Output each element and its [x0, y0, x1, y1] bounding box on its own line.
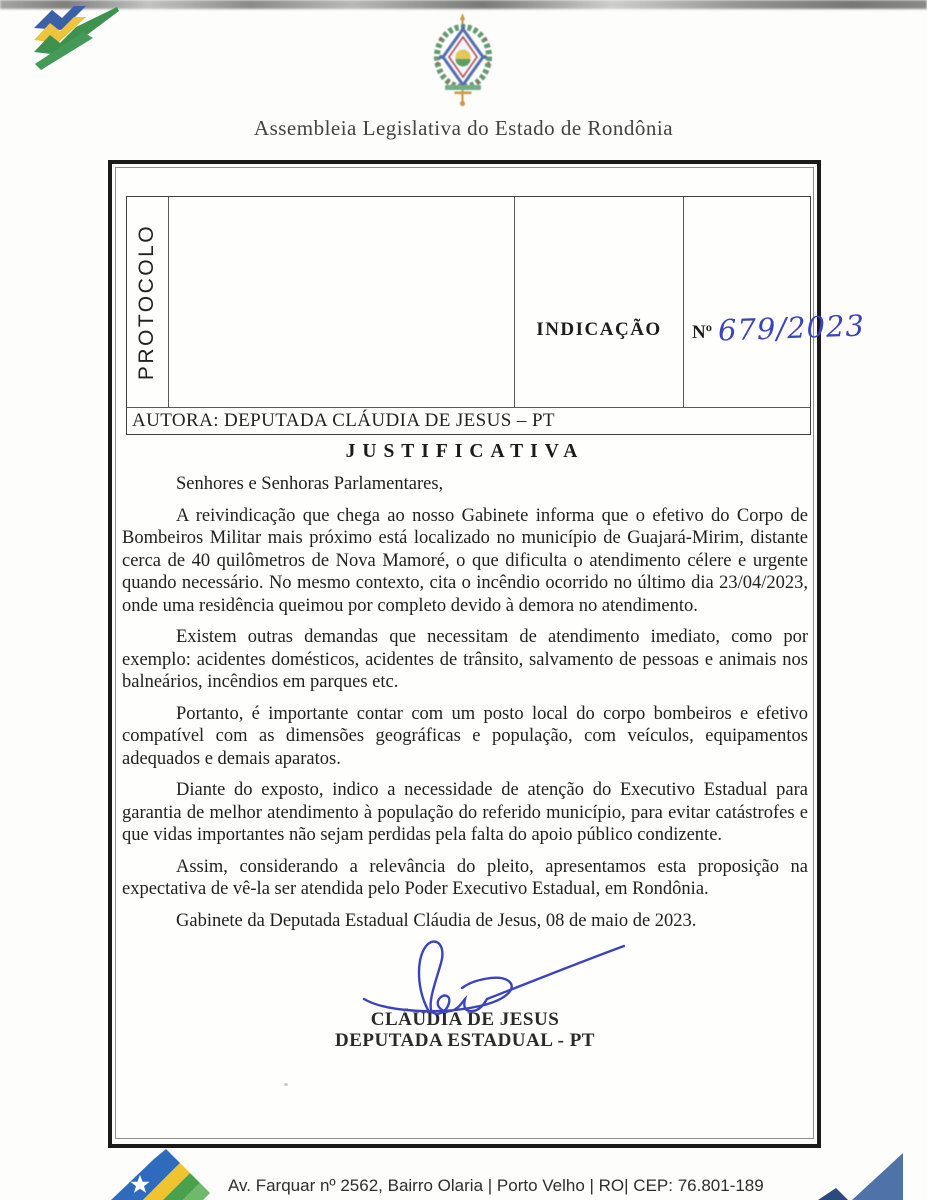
doc-number-prefix: Nº	[692, 322, 712, 343]
justification-body	[116, 441, 813, 1051]
scan-artifact-top	[0, 0, 927, 9]
author-line: AUTORA: DEPUTADA CLÁUDIA DE JESUS – PT	[127, 407, 810, 434]
doc-number-cell	[683, 197, 866, 407]
closing-line: Gabinete da Deputada Estadual Cláudia de Jesus, 08 de maio de 2023.	[176, 910, 697, 931]
doc-number-handwritten: 679/2023	[717, 308, 866, 348]
document-inner-border	[115, 167, 866, 1139]
signer-name: CLÁUDIA DE JESUS	[370, 1009, 560, 1030]
coat-of-arms-icon	[428, 13, 498, 109]
justification-heading: JUSTIFICATIVA	[345, 441, 585, 462]
body-paragraph: A reivindicação que chega ao nosso Gabinete informa que o efetivo do Corpo de Bombeiros Militar mais próximo está localizado no município de Guajará-Mirim, distante cerca de 40 quilômetros de Nova Mamoré, o que dificulta o atendimento célere e urgente quando necessário. No mesmo contexto, cita o incêndio ocorrido no último dia 23/04/2023, onde uma residência queimou por completo devido à demora no atendimento.	[122, 505, 808, 616]
signature-block	[122, 939, 808, 1051]
protocolo-cell	[127, 197, 168, 407]
institution-name: Assembleia Legislativa do Estado de Rondônia	[253, 116, 674, 140]
body-paragraph: Existem outras demandas que necessitam de atendimento imediato, como por exemplo: acidentes domésticos, acidentes de trânsito, salvamento de pessoas e animais nos balneários, incêndios em parques etc.	[122, 627, 808, 692]
scan-speck	[284, 1083, 288, 1086]
doc-type-label: INDICAÇÃO	[536, 319, 662, 340]
body-paragraph: Assim, considerando a relevância do pleito, apresentamos esta proposição na expectativa de vê-la ser atendida pelo Poder Executivo Estadual, em Rondônia.	[122, 856, 808, 899]
document-frame	[108, 160, 866, 1148]
footer-small-triangle-logo	[818, 1188, 850, 1200]
handwritten-signature	[357, 939, 629, 1017]
protocol-stamp-empty-cell	[168, 197, 514, 407]
footer-address: Av. Farquar nº 2562, Bairro Olaria | Porto Velho | RO| CEP: 76.801-189	[228, 1176, 764, 1195]
body-paragraph: Diante do exposto, indico a necessidade de atenção do Executivo Estadual para garantia de melhor atendimento à população do referido município, para evitar catástrofes e que vidas importantes não sejam perdidas pela falta do apoio público condizente.	[122, 780, 808, 845]
signer-role: DEPUTADA ESTADUAL - PT	[335, 1030, 595, 1051]
doc-number	[684, 308, 866, 348]
rondonia-corner-logo	[33, 6, 119, 72]
body-paragraph: Portanto, é importante contar com um posto local do corpo bombeiros e efetivo compatível com as dimensões geográficas e população, com veículos, equipamentos adequados e demais aparatos.	[122, 703, 808, 769]
doc-type-cell	[514, 197, 683, 407]
rondonia-footer-logo	[110, 1149, 228, 1200]
salutation-line: Senhores e Senhoras Parlamentares,	[176, 474, 444, 494]
protocol-table	[126, 196, 866, 435]
protocolo-label: PROTOCOLO	[135, 223, 159, 381]
